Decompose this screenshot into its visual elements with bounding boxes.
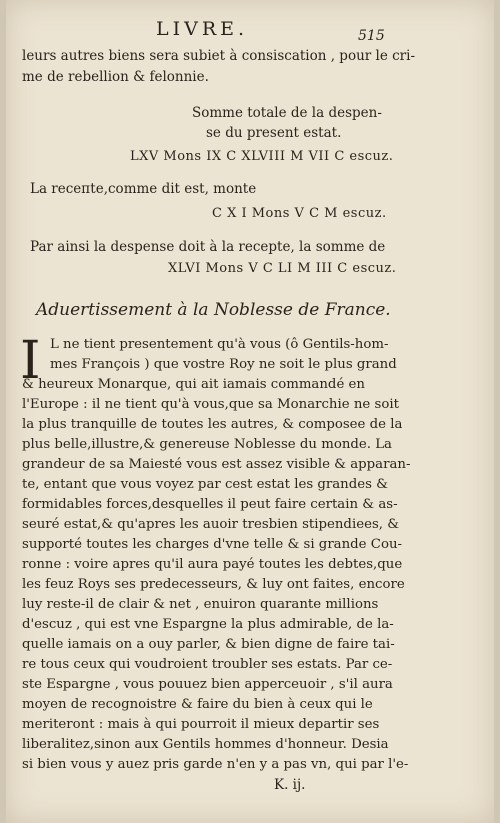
body-line: L ne tient presentement qu'à vous (ô Gentils-hom- [50, 337, 389, 352]
page-number: 515 [358, 28, 385, 44]
running-title: LIVRE. [156, 18, 249, 40]
section-heading: Aduertissement à la Noblesse de France. [36, 300, 391, 320]
body-line: ronne : voire apres qu'il aura payé toutes les debtes,que [22, 557, 403, 572]
totals-amount: LXV Mons IX C XLVIII M VII C escuz. [130, 149, 394, 164]
body-line: si bien vous y auez pris garde n'en y a pas vn, qui par l'e- [22, 757, 409, 772]
body-line: seuré estat,& qu'apres les auoir tresbien stipendiees, & [22, 517, 400, 532]
drop-cap: I [20, 331, 41, 391]
body-line: plus belle,illustre,& genereuse Noblesse du monde. La [22, 437, 392, 452]
body-line: re tous ceux qui voudroient troubler ses estats. Par ce- [22, 657, 393, 672]
body-line: formidables forces,desquelles il peut faire certain & as- [22, 497, 398, 512]
recepte-line: La receпte,comme dit est, monte [30, 181, 257, 197]
body-line: moyen de recognoistre & faire du bien à ceux qui le [22, 697, 373, 712]
body-line: ste Espargne , vous pouuez bien apperceuoir , s'il aura [22, 677, 393, 692]
balance-line: Par ainsi la despense doit à la recepte, la somme de [30, 239, 386, 255]
body-line: d'escuz , qui est vne Espargne la plus admirable, de la- [22, 617, 394, 632]
body-line: quelle iamais on a ouy parler, & bien digne de faire tai- [22, 637, 395, 652]
body-line: les feuz Roys ses predecesseurs, & luy ont faites, encore [22, 577, 405, 592]
body-line: te, entant que vous voyez par cest estat les grandes & [22, 477, 389, 492]
book-page [6, 0, 494, 823]
body-line: luy reste-il de clair & net , enuiron quarante millions [22, 597, 379, 612]
body-line: & heureux Monarque, qui ait iamais commandé en [22, 377, 365, 392]
body-line: supporté toutes les charges d'vne telle & si grande Cou- [22, 537, 403, 552]
body-line: l'Europe : il ne tient qu'à vous,que sa Monarchie ne soit [22, 397, 399, 412]
body-line: grandeur de sa Maiesté vous est assez visible & apparan- [22, 457, 411, 472]
body-line: la plus tranquille de toutes les autres, & composee de la [22, 417, 403, 432]
totals-line: se du present estat. [206, 125, 342, 141]
totals-line: Somme totale de la despen- [192, 105, 382, 121]
body-line: meriteront : mais à qui pourroit il mieux departir ses [22, 717, 380, 732]
balance-amount: XLVI Mons V C LI M III C escuz. [168, 261, 397, 276]
body-line: mes François ) que vostre Roy ne soit le plus grand [50, 357, 397, 372]
text-line: me de rebellion & felonnie. [22, 69, 209, 85]
signature-mark: K. ij. [274, 777, 306, 793]
body-line: liberalitez,sinon aux Gentils hommes d'honneur. Desia [22, 737, 389, 752]
text-line: leurs autres biens sera subiet à consiscation , pour le cri- [22, 48, 416, 64]
recepte-amount: C X I Mons V C M escuz. [212, 206, 387, 221]
